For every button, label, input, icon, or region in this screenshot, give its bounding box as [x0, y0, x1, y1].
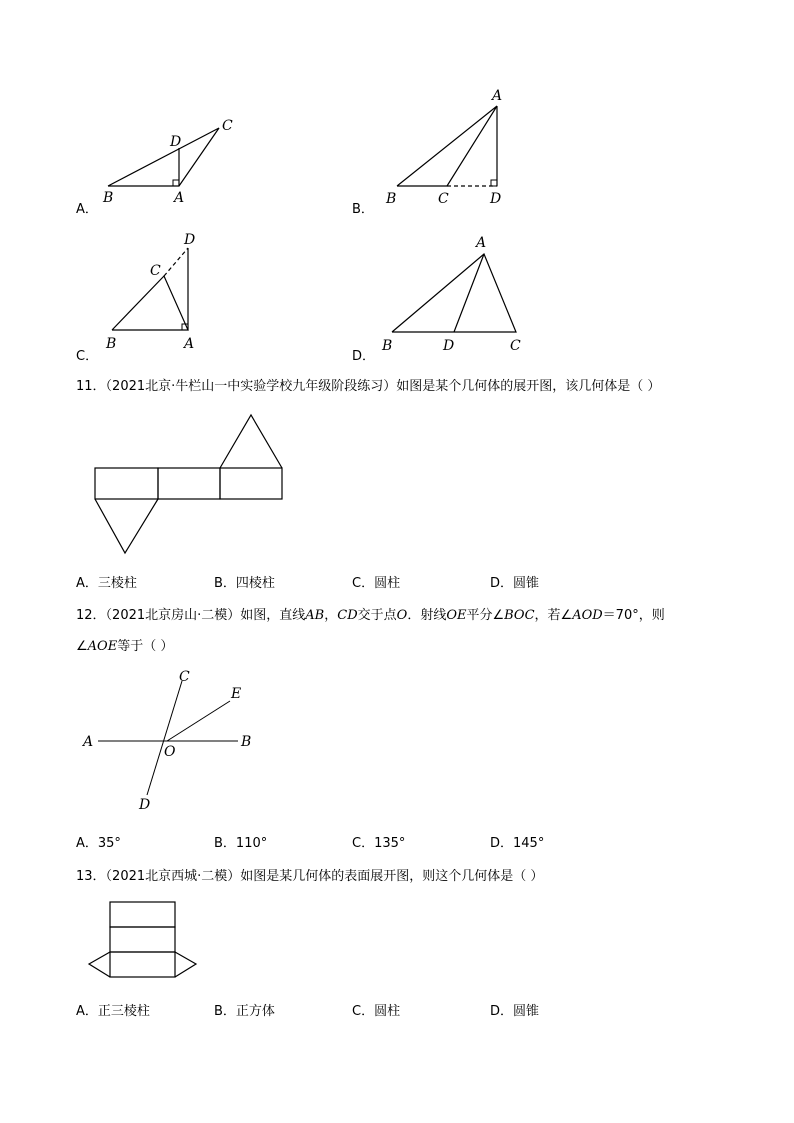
q12-label-e: E [231, 686, 242, 702]
q13-option-a[interactable]: A．正三棱柱 [76, 1004, 150, 1019]
q12-figure [80, 665, 270, 815]
q12-point-o: O [396, 608, 408, 623]
q11-option-c[interactable]: C．圆柱 [352, 576, 401, 591]
q12-label-o: O [164, 744, 176, 760]
q12-label-c: C [179, 669, 190, 685]
q13-source: （2021北京西城·二模） [105, 869, 241, 884]
q10-figure-c [100, 228, 210, 353]
q12-source: （2021北京房山·二模） [105, 608, 241, 623]
q10-figure-d [380, 230, 530, 355]
q13-number: 13． [76, 869, 106, 884]
q10d-label-b: B [382, 338, 393, 354]
q12-angle-boc: BOC [504, 608, 535, 623]
q12-ray-oe: OE [446, 608, 467, 623]
q11-text [76, 375, 660, 394]
q12-text-line1 [76, 604, 665, 623]
q10d-label-a: A [476, 235, 487, 251]
q12-option-d[interactable]: D．145° [490, 836, 545, 851]
q11-option-a[interactable]: A．三棱柱 [76, 576, 137, 591]
q12-line-cd: CD [337, 608, 358, 623]
q11-source: （2021北京·牛栏山一中实验学校九年级阶段练习） [105, 379, 397, 394]
q11-net-figure [92, 412, 287, 557]
q11-stem: 如图是某个几何体的展开图，该几何体是（ ） [396, 379, 661, 394]
q10b-label-a: A [492, 88, 503, 104]
q13-option-c[interactable]: C．圆柱 [352, 1004, 401, 1019]
q10c-label-a: A [184, 336, 195, 352]
q10a-label-c: C [222, 118, 233, 134]
q12-label-b: B [241, 734, 252, 750]
q10-figure-a [98, 112, 248, 212]
q12-label-a: A [83, 734, 94, 750]
q12-stem-part: ，若∠ [534, 608, 573, 623]
q10-option-b-letter: B． [352, 202, 374, 217]
q13-stem: 如图是某几何体的表面展开图，则这个几何体是（ ） [240, 869, 544, 884]
q10b-label-d: D [490, 191, 502, 207]
q10a-label-a: A [174, 190, 185, 206]
q10c-label-d: D [184, 232, 196, 248]
q12-stem-part: ＝70°，则 [602, 608, 665, 623]
q12-label-d: D [139, 797, 151, 813]
q12-option-c[interactable]: C．135° [352, 836, 406, 851]
q10-option-c-letter: C． [76, 349, 99, 364]
q12-angle-symbol: ∠ [76, 639, 88, 654]
q12-line-ab: AB [305, 608, 325, 623]
q12-stem-part: 平分∠ [466, 608, 505, 623]
q10c-label-b: B [106, 336, 117, 352]
q12-text-line2 [76, 635, 173, 654]
q12-stem-part: 如图，直线 [240, 608, 306, 623]
q10c-label-c: C [150, 263, 161, 279]
q10b-label-b: B [386, 191, 397, 207]
q12-angle-aoe: AOE [87, 639, 118, 654]
q10a-label-b: B [103, 190, 114, 206]
q10d-label-d: D [443, 338, 455, 354]
q10-figure-b [380, 85, 520, 210]
q12-stem-part: 交于点 [357, 608, 397, 623]
q10b-label-c: C [438, 191, 449, 207]
q12-angle-aod: AOD [572, 608, 603, 623]
q12-option-a[interactable]: A．35° [76, 836, 121, 851]
q10-option-a-letter: A． [76, 202, 98, 217]
q13-text [76, 865, 543, 884]
q11-option-b[interactable]: B．四棱柱 [214, 576, 275, 591]
q10-option-d-letter: D． [352, 349, 376, 364]
q10d-label-c: C [510, 338, 521, 354]
q12-stem-part: ．射线 [407, 608, 447, 623]
q11-option-d[interactable]: D．圆锥 [490, 576, 540, 591]
q12-stem-part: 等于（ ） [117, 639, 174, 654]
q13-option-d[interactable]: D．圆锥 [490, 1004, 540, 1019]
q11-number: 11． [76, 379, 106, 394]
q13-net-figure [86, 898, 201, 980]
q10a-label-d: D [170, 134, 182, 150]
q12-number: 12． [76, 608, 106, 623]
q13-option-b[interactable]: B．正方体 [214, 1004, 275, 1019]
q12-option-b[interactable]: B．110° [214, 836, 268, 851]
q12-separator: ， [324, 608, 338, 623]
